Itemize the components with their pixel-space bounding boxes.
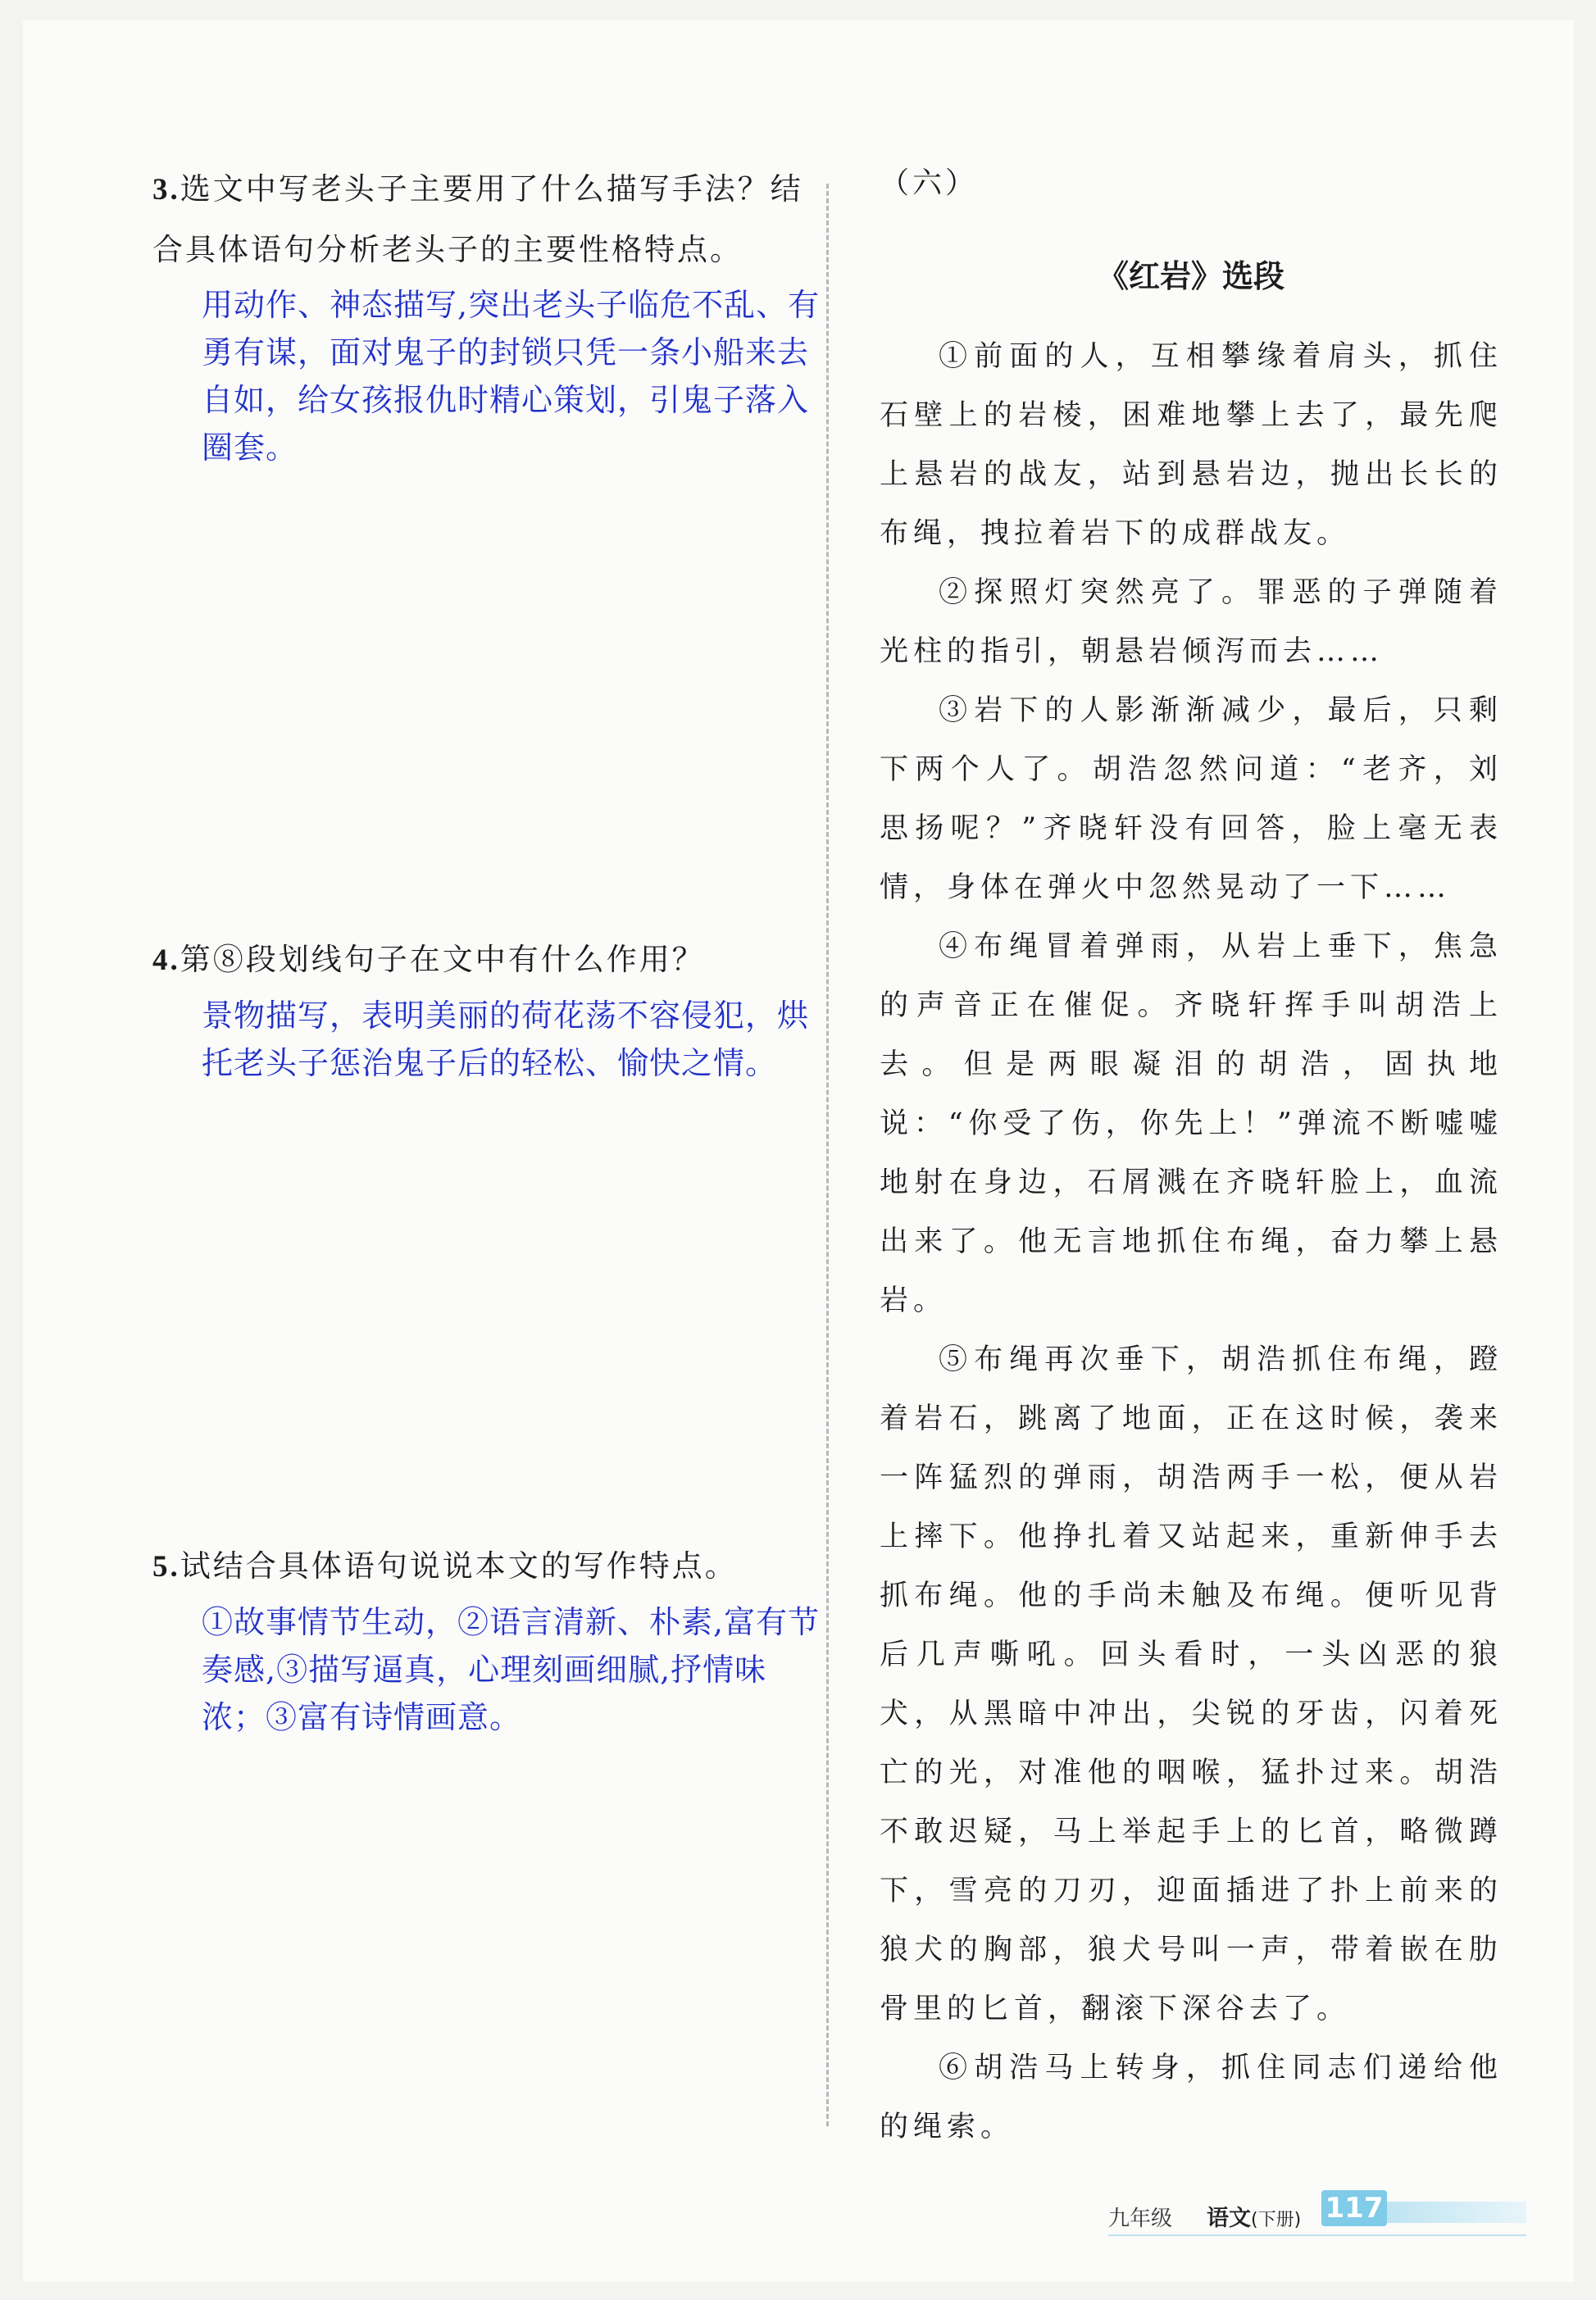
- article-paragraph: ①前面的人，互相攀缘着肩头，抓住石壁上的岩棱，困难地攀上去了，最先爬上悬岩的战友，站到悬岩边，抛出长长的布绳，拽拉着岩下的成群战友。: [880, 340, 1503, 550]
- column-divider: [826, 184, 829, 2126]
- page-number: 117: [1321, 2190, 1387, 2226]
- question-3-prompt: [152, 159, 808, 280]
- question-3-answer: 用动作、神态描写,突出老头子临危不乱、有勇有谋，面对鬼子的封锁只凭一条小船来去自如，给女孩报仇时精心策划，引鬼子落入圈套。: [202, 287, 821, 466]
- question-text: 试结合具体语句说说本文的写作特点。: [180, 1548, 738, 1584]
- footer-decor-bar: [1387, 2202, 1526, 2223]
- question-number: 5.: [152, 1550, 180, 1584]
- page-footer: [1075, 2184, 1535, 2249]
- question-5-prompt: [152, 1536, 808, 1597]
- volume-label: (下册): [1251, 2210, 1302, 2230]
- question-5-answer: ①故事情节生动，②语言清新、朴素,富有节奏感,③描写逼真，心理刻画细腻,抒情味浓；③富有诗情画意。: [202, 1604, 821, 1735]
- subject-label: [1207, 2200, 1301, 2232]
- article-title: 《红岩》选段: [1097, 258, 1285, 294]
- article-paragraph: ④布绳冒着弹雨，从岩上垂下，焦急的声音正在催促。齐晓轩挥手叫胡浩上去。但是两眼凝泪的胡浩，固执地说：“你受了伤，你先上！”弹流不断嘘嘘地射在身边，石屑溅在齐晓轩脸上，血流出来了。他无言地抓住布绳，奋力攀上悬岩。: [880, 930, 1503, 1317]
- section-number: （六）: [880, 166, 979, 200]
- question-3: [152, 159, 821, 471]
- question-number: 3.: [152, 173, 180, 207]
- article-paragraph: ⑥胡浩马上转身，抓住同志们递给他的绳索。: [880, 2052, 1503, 2143]
- subject-name: 语文: [1207, 2206, 1251, 2231]
- question-4-prompt: [152, 930, 808, 990]
- question-4-answer: 景物描写，表明美丽的荷花荡不容侵犯，烘托老头子惩治鬼子后的轻松、愉快之情。: [202, 998, 810, 1081]
- question-text: 选文中写老头子主要用了什么描写手法？结合具体语句分析老头子的主要性格特点。: [152, 171, 803, 267]
- article-paragraph: ③岩下的人影渐渐减少，最后，只剩下两个人了。胡浩忽然问道：“老齐，刘思扬呢？”齐晓轩没有回答，脸上毫无表情，身体在弹火中忽然晃动了一下……: [880, 694, 1503, 904]
- article-paragraph: ②探照灯突然亮了。罪恶的子弹随着光柱的指引，朝悬岩倾泻而去……: [880, 576, 1503, 668]
- reading-column: [880, 159, 1503, 2157]
- footer-rule: [1108, 2234, 1526, 2236]
- textbook-page: [23, 20, 1574, 2282]
- article-paragraph: ⑤布绳再次垂下，胡浩抓住布绳，蹬着岩石，跳离了地面，正在这时候，袭来一阵猛烈的弹雨，胡浩两手一松，便从岩上摔下。他挣扎着又站起来，重新伸手去抓布绳。他的手尚未触及布绳。便听见背后几声嘶吼。回头看时，一头凶恶的狼犬，从黑暗中冲出，尖锐的牙齿，闪着死亡的光，对准他的咽喉，猛扑过来。胡浩不敢迟疑，马上举起手上的匕首，略微蹲下，雪亮的刀刃，迎面插进了扑上前来的狼犬的胸部，狼犬号叫一声，带着嵌在肋骨里的匕首，翻滚下深谷去了。: [880, 1343, 1503, 2025]
- question-5: [152, 1536, 821, 1741]
- grade-label: 九年级: [1108, 2207, 1173, 2231]
- question-4: [152, 930, 808, 1087]
- question-number: 4.: [152, 943, 180, 977]
- question-text: 第⑧段划线句子在文中有什么作用？: [180, 942, 705, 977]
